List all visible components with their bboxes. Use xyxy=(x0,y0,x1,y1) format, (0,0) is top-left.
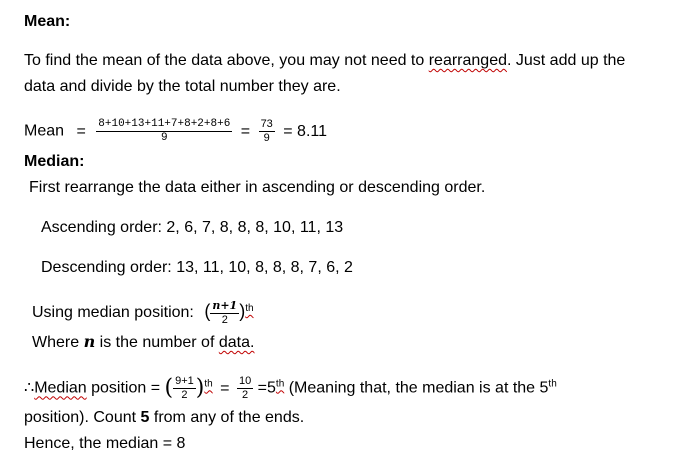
mean-fraction-2: $\frac{73}{9}$ xyxy=(260,118,273,144)
mean-result: = 8.11 xyxy=(283,122,328,140)
descending-order: Descending order: 13, 11, 10, 8, 8, 8, 7, 6, 2 xyxy=(41,259,353,276)
mean-heading: Mean: xyxy=(24,13,71,30)
mean-fraction: $\frac{8+10+13+11+7+8+2+8+6}{9}$ xyxy=(98,118,231,144)
ascending-order: Ascending order: 2, 6, 7, 8, 8, 8, 10, 11, 13 xyxy=(41,219,344,236)
median-text: First rearrange the data either in ascending or descending order. xyxy=(29,179,486,196)
mean-text-line-2: data and divide by the total number they are. xyxy=(24,78,341,95)
position-count-line: position). Count 5 from any of the ends. xyxy=(24,409,305,426)
conclusion: Hence, the median = 8 xyxy=(24,435,186,452)
mean-formula: Mean = $\frac{8+10+13+11+7+8+2+8+6}{9}$ = $\frac{73}{9}$ = 8.11 xyxy=(24,118,328,144)
median-position-formula: Using median position: ( $\frac{n+1}{2}$ )$^{th}$ xyxy=(32,299,254,326)
median-position-calc: ∴Median position = ( $\frac{9+1}{2}$ )$^{th}$ = $\frac{10}{2}$ =5th (Meaning that, the median is at the 5th xyxy=(24,375,557,401)
where-line: Where n is the number of data. xyxy=(32,332,255,351)
mean-label: Mean xyxy=(24,122,65,140)
spelling-flag: rearranged xyxy=(428,52,507,69)
median-heading: Median: xyxy=(24,153,85,170)
mean-text-line-1: To find the mean of the data above, you may not need to rearranged. Just add up the xyxy=(24,52,626,69)
